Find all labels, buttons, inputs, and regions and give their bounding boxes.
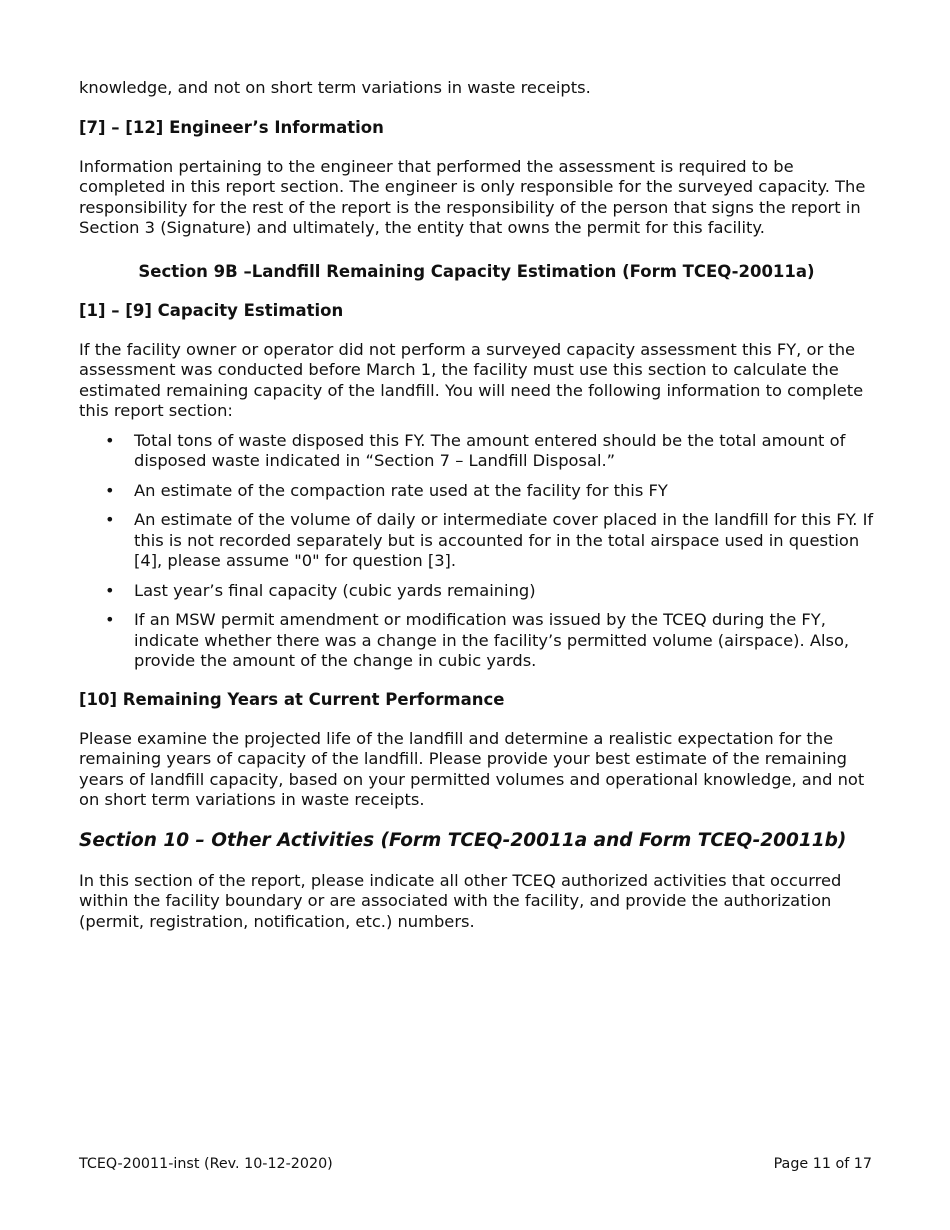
list-item	[79, 581, 874, 602]
bullet-icon: •	[105, 510, 115, 529]
footer-page-number: Page 11 of 17	[773, 1156, 872, 1172]
list-item	[79, 431, 874, 472]
page-footer	[79, 1156, 872, 1172]
section-10-title: Section 10 – Other Activities (Form TCEQ-20011a and Form TCEQ-20011b)	[79, 829, 847, 851]
capacity-paragraph: If the facility owner or operator did not perform a surveyed capacity assessment this FY, or the assessment was conducted before March 1, the facility must use this section to calculate the estimated remaining capacity of the landfill. You will need the following information to complete this report section:	[79, 339, 864, 420]
section-10-paragraph: In this section of the report, please indicate all other TCEQ authorized activities that occurred within the facility boundary or are associated with the facility, and provide the authorization (permit, registration, notification, etc.) numbers.	[79, 870, 842, 931]
list-item-text: An estimate of the compaction rate used at the facility for this FY	[134, 480, 668, 500]
remaining-years-heading: [10] Remaining Years at Current Performance	[79, 689, 505, 709]
engineer-paragraph: Information pertaining to the engineer that performed the assessment is required to be completed in this report section. The engineer is only responsible for the surveyed capacity. The responsibility for the rest of the report is the responsibility of the person that signs the report in Section 3 (Signature) and ultimately, the entity that owns the permit for this facility.	[79, 156, 866, 237]
bullet-icon: •	[105, 480, 115, 500]
list-item	[79, 481, 874, 502]
bullet-icon: •	[105, 610, 115, 629]
remaining-years-paragraph: Please examine the projected life of the landfill and determine a realistic expectation for the remaining years of capacity of the landfill. Please provide your best estimate of the remaining years of landfill capacity, based on your permitted volumes and operational knowledge, and not on short term variations in waste receipts.	[79, 728, 865, 809]
capacity-heading: [1] – [9] Capacity Estimation	[79, 300, 344, 320]
list-item-text: Last year’s final capacity (cubic yards remaining)	[134, 580, 536, 600]
list-item-text: Total tons of waste disposed this FY. The amount entered should be the total amount of disposed waste indicated in “Section 7 – Landfill Disposal.”	[134, 430, 846, 470]
list-item	[79, 510, 874, 572]
intro-paragraph: knowledge, and not on short term variations in waste receipts.	[79, 78, 591, 97]
list-item-text: If an MSW permit amendment or modification was issued by the TCEQ during the FY, indicate whether there was a change in the facility’s permitted volume (airspace). Also, provide the amount of the change in cubic yards.	[134, 610, 850, 670]
bullet-icon: •	[105, 580, 115, 600]
capacity-bullet-list	[79, 431, 874, 672]
list-item	[79, 610, 874, 672]
document-page	[79, 78, 874, 932]
section-9b-title: Section 9B –Landfill Remaining Capacity Estimation (Form TCEQ-20011a)	[138, 261, 815, 281]
list-item-text: An estimate of the volume of daily or intermediate cover placed in the landfill for this FY. If this is not recorded separately but is accounted for in the total airspace used in question [4], please assume "0" for question [3].	[134, 510, 874, 570]
engineer-heading: [7] – [12] Engineer’s Information	[79, 117, 384, 137]
bullet-icon: •	[105, 430, 115, 450]
footer-form-id: TCEQ-20011-inst (Rev. 10-12-2020)	[79, 1156, 333, 1172]
